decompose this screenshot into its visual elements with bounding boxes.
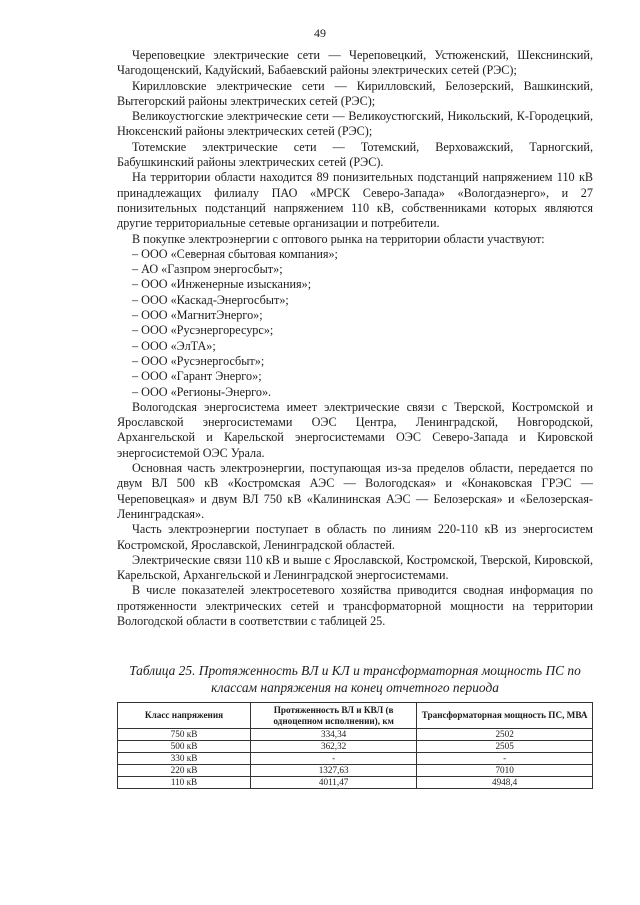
paragraph-energy-connections: Вологодская энергосистема имеет электрические связи с Тверской, Костромской и Ярославской энергосистемами ОЭС Центра, Ленинградской, Новгородской, Архангельской и Карельской энергосистемами ОЭС Северо-Запада и Кировской энергосистемой ОЭС Урала. (117, 399, 593, 460)
paragraph-velikiy-ustyug-networks: Великоустюгские электрические сети — Великоустюгский, Никольский, К-Городецкий, Нюксенский районы электрических сетей (РЭС); (117, 109, 593, 139)
list-item: – ООО «Каскад-Энергосбыт»; (132, 292, 289, 307)
list-item: – АО «Газпром энергосбыт»; (132, 262, 283, 277)
list-item: – ООО «Инженерные изыскания»; (132, 277, 312, 292)
paragraph-totma-networks: Тотемские электрические сети — Тотемский, Верховажский, Тарногский, Бабушкинский районы электрических сетей (РЭС). (117, 139, 593, 170)
paragraph-110kv-links: Электрические связи 110 кВ и выше с Ярославской, Костромской, Тверской, Кировской, Карельской, Архангельской и Ленинградской энергосистемами. (117, 552, 593, 583)
table-row (118, 777, 593, 789)
cell-line-length: 1327,63 (251, 765, 417, 777)
paragraph-summary-intro: В числе показателей электросетевого хозяйства приводится сводная информация по протяженности электрических сетей и трансформаторной мощности на территории Вологодской области в соответствии с таблицей 25. (117, 583, 593, 628)
cell-line-length: - (251, 753, 417, 765)
list-item: – ООО «Русэнергосбыт»; (132, 353, 265, 368)
list-item: – ООО «Северная сбытовая компания»; (132, 246, 338, 261)
table-row (118, 741, 593, 753)
cell-voltage-class: 220 кВ (118, 765, 251, 777)
main-text (117, 48, 593, 629)
page-number: 49 (314, 26, 326, 40)
paragraph-cherepovets-networks: Череповецкие электрические сети — Череповецкий, Устюженский, Шекснинский, Чагодощенский, Кадуйский, Бабаевский районы электрических сетей (РЭС); (117, 48, 593, 78)
list-item: – ООО «Гарант Энерго»; (132, 369, 262, 384)
header-voltage-class: Класс напряжения (118, 703, 251, 729)
header-line-length: Протяженность ВЛ и КВЛ (в одноцепном исполнении), км (251, 703, 417, 729)
participants-list (117, 247, 593, 400)
cell-transformer-capacity: 2505 (417, 741, 593, 753)
list-item: – ООО «МагнитЭнерго»; (132, 308, 263, 323)
paragraph-kirillov-networks: Кирилловские электрические сети — Кирилловский, Белозерский, Вашкинский, Вытегорский районы электрических сетей (РЭС); (117, 78, 593, 108)
cell-transformer-capacity: 4948,4 (417, 777, 593, 789)
cell-transformer-capacity: 7010 (417, 765, 593, 777)
paragraph-wholesale-intro: В покупке электроэнергии с оптового рынка на территории области участвуют: (132, 231, 545, 246)
paragraph-partial-supply: Часть электроэнергии поступает в область по линиям 220-110 кВ из энергосистем Костромской, Ярославской, Ленинградской областей. (117, 522, 593, 552)
cell-line-length: 334,34 (251, 729, 417, 741)
cell-voltage-class: 500 кВ (118, 741, 251, 753)
table-header-row (118, 703, 593, 729)
list-item: – ООО «Регионы-Энерго». (132, 384, 272, 399)
cell-line-length: 4011,47 (251, 777, 417, 789)
table-caption: Таблица 25. Протяженность ВЛ и КЛ и трансформаторная мощность ПС по классам напряжения на конец отчетного периода (129, 663, 581, 695)
cell-transformer-capacity: - (417, 753, 593, 765)
list-item: – ООО «Русэнергоресурс»; (132, 323, 274, 338)
cell-voltage-class: 330 кВ (118, 753, 251, 765)
voltage-class-table (117, 702, 593, 789)
header-transformer-capacity: Трансформаторная мощность ПС, МВА (417, 703, 593, 729)
cell-voltage-class: 750 кВ (118, 729, 251, 741)
paragraph-main-supply: Основная часть электроэнергии, поступающая из-за пределов области, передается по двум ВЛ 500 кВ «Костромская АЭС — Вологодская» и «Конаковская ГРЭС — Череповецкая» и двум ВЛ 750 кВ «Калининская АЭС — Белозерская» и «Белозерская-Ленинградская». (117, 461, 593, 521)
list-item: – ООО «ЭлТА»; (132, 338, 216, 353)
cell-transformer-capacity: 2502 (417, 729, 593, 741)
table-row (118, 765, 593, 777)
paragraph-substations: На территории области находится 89 понизительных подстанций напряжением 110 кВ принадлежащих филиалу ПАО «МРСК Северо-Запада» «Вологдаэнерго», и 27 понизительных подстанций напряжением 110 кВ, собственниками которых являются другие территориальные сетевые организации и потребители. (117, 170, 593, 231)
table-row (118, 753, 593, 765)
cell-voltage-class: 110 кВ (118, 777, 251, 789)
table-row (118, 729, 593, 741)
cell-line-length: 362,32 (251, 741, 417, 753)
